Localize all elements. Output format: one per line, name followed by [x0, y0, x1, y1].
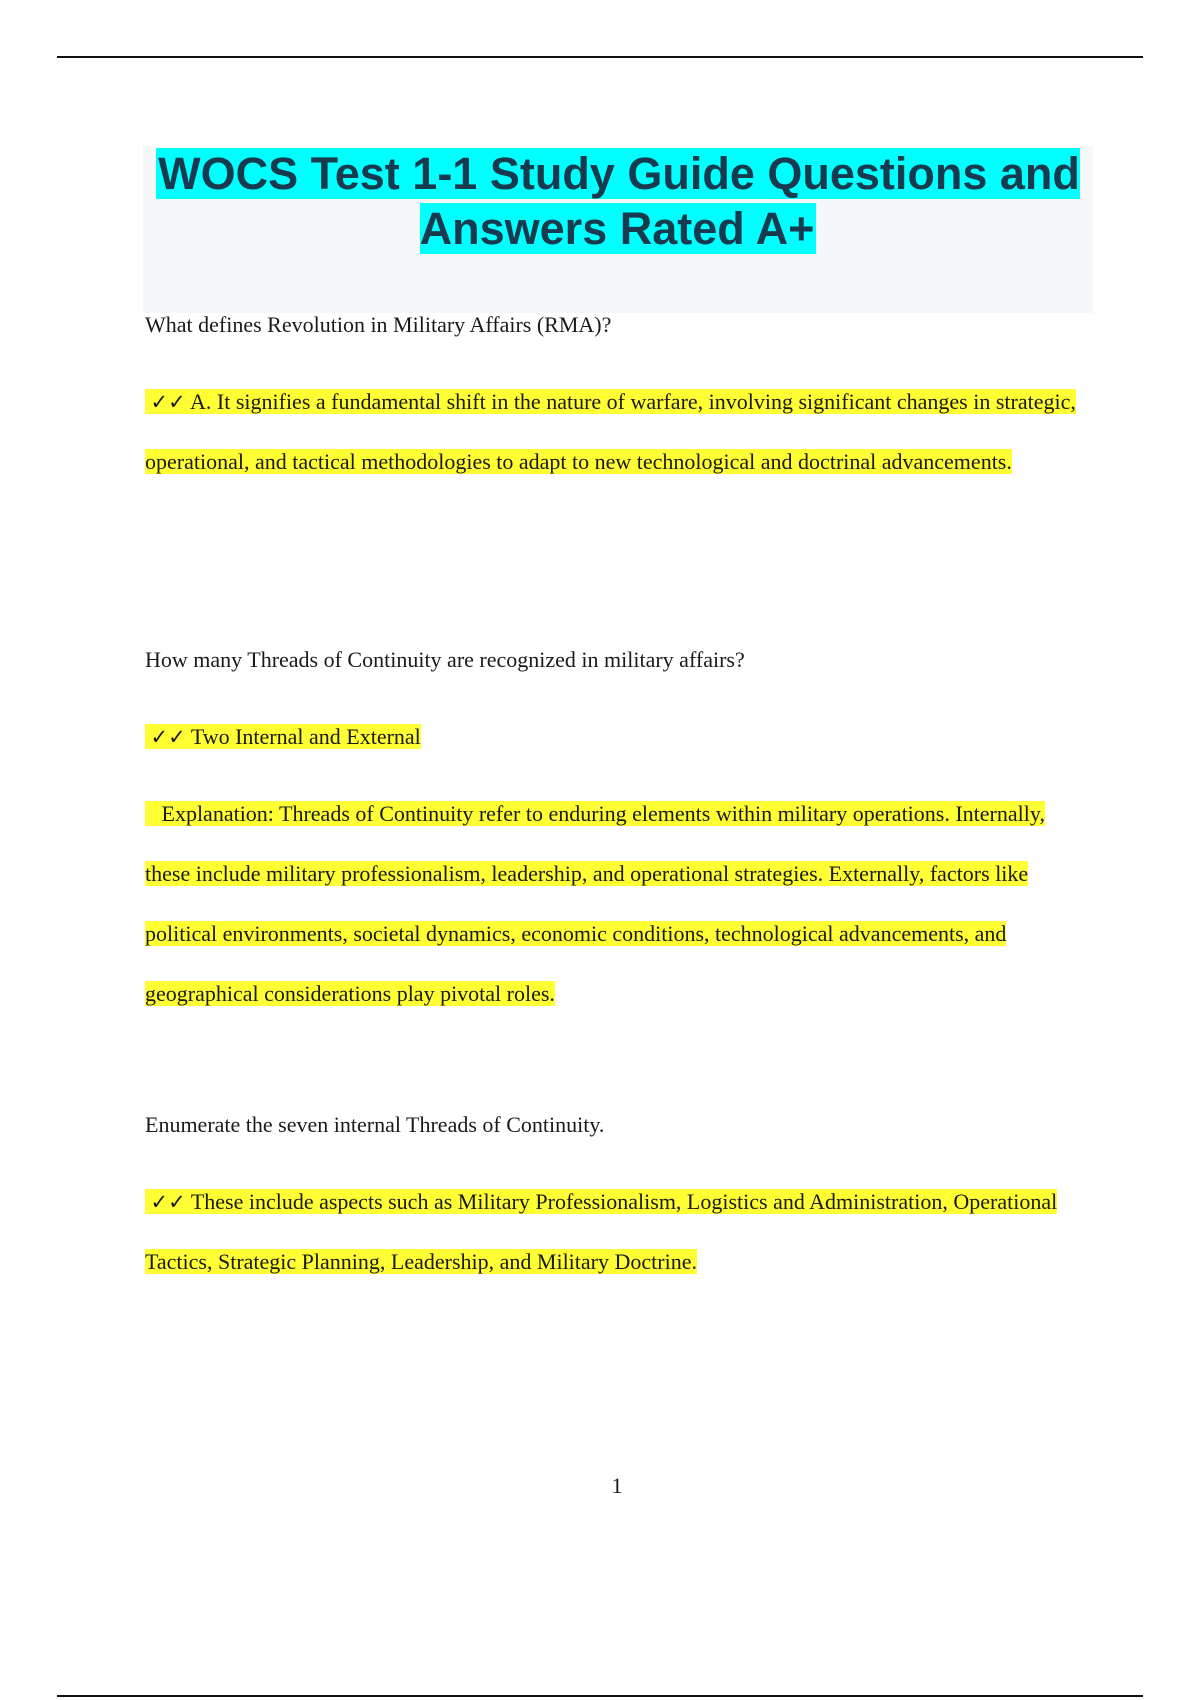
bottom-rule [57, 1695, 1143, 1697]
answer-2-text: Two Internal and External [190, 724, 421, 749]
qa-item-1 [145, 310, 1080, 340]
answer-2 [145, 707, 1080, 767]
answer-1-text: A. It signifies a fundamental shift in the nature of warfare, involving significant changes in strategic, operational, and tactical methodologies to adapt to new technological and doctrinal advancements. [145, 389, 1076, 474]
question-3: Enumerate the seven internal Threads of Continuity. [145, 1112, 605, 1137]
document-title [143, 146, 1093, 256]
answer-3 [145, 1172, 1080, 1292]
title-highlight: WOCS Test 1-1 Study Guide Questions and Answers Rated A+ [158, 148, 1080, 254]
answer-1 [145, 372, 1080, 492]
page-number: 1 [611, 1473, 623, 1498]
explanation-2-text: Explanation: Threads of Continuity refer to enduring elements within military operations. Internally, these include military professionalism, leadership, and operational strategies. Externally, factors like political environments, societal dynamics, economic conditions, technological advancements, and geographical considerations play pivotal roles. [145, 801, 1045, 1006]
explanation-2-block [145, 784, 1080, 1024]
answer-3-text: These include aspects such as Military Professionalism, Logistics and Administration, Operational Tactics, Strategic Planning, Leadership, and Military Doctrine. [145, 1189, 1058, 1274]
explanation-2 [145, 784, 1080, 1024]
answer-1-block [145, 372, 1080, 492]
qa-item-2 [145, 645, 1080, 675]
check-mark-icon: ✓✓ [150, 1190, 186, 1214]
question-1: What defines Revolution in Military Affairs (RMA)? [145, 312, 612, 337]
answer-2-block [145, 707, 1080, 767]
check-mark-icon: ✓✓ [150, 390, 186, 414]
top-rule [57, 56, 1143, 58]
qa-item-3 [145, 1110, 1080, 1140]
answer-3-block [145, 1172, 1080, 1292]
check-mark-icon: ✓✓ [150, 725, 186, 749]
question-2: How many Threads of Continuity are recognized in military affairs? [145, 647, 745, 672]
